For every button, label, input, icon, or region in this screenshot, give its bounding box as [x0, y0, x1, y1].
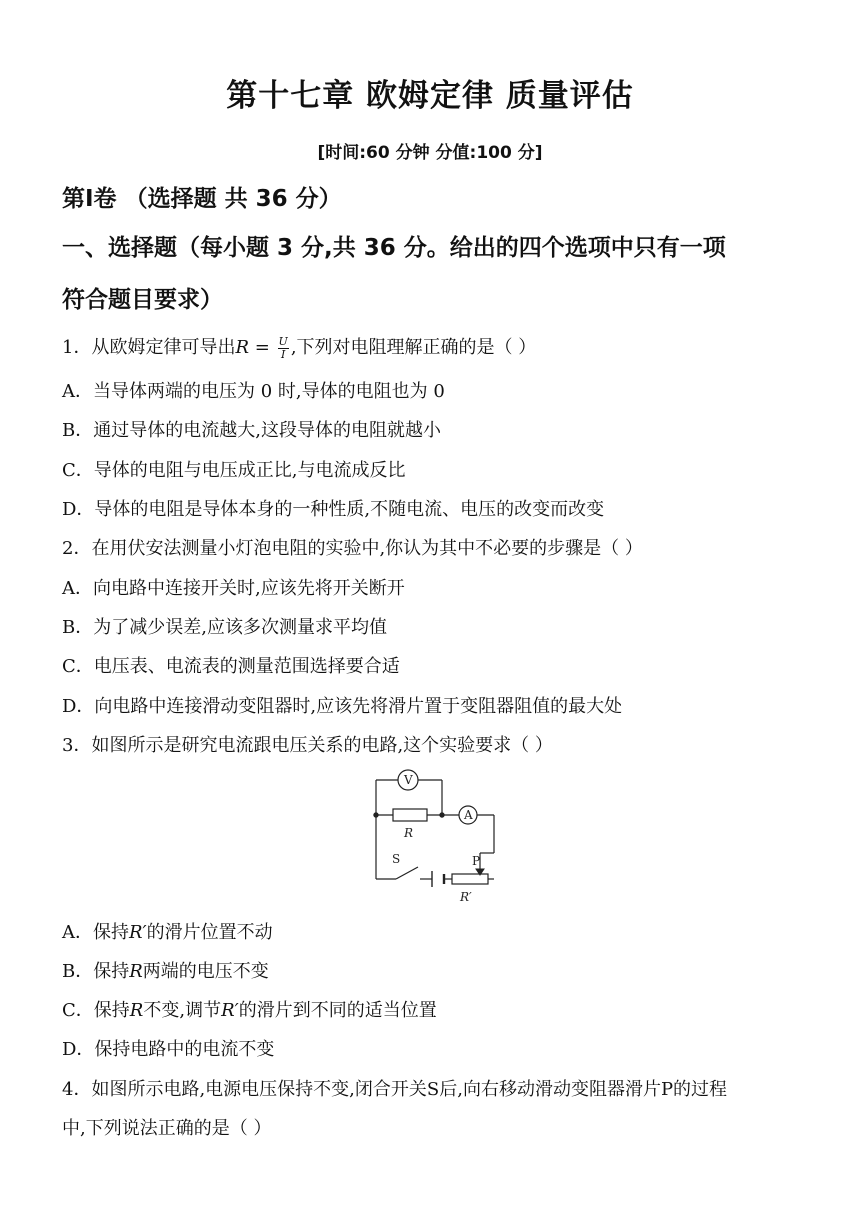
slider-label: P	[472, 854, 481, 868]
q1-formula-lhs: R	[235, 337, 250, 358]
q3-c-pre: C．保持	[62, 1000, 130, 1021]
q2-stem: 2．在用伏安法测量小灯泡电阻的实验中,你认为其中不必要的步骤是（ ）	[62, 538, 643, 559]
q3-option-b	[62, 957, 269, 983]
q4-stem-line2: 中,下列说法正确的是（ ）	[62, 1118, 272, 1139]
q1-formula-numerator: U	[278, 334, 288, 348]
q1-stem	[62, 333, 536, 361]
q2-option-d: D．向电路中连接滑动变阻器时,应该先将滑片置于变阻器阻值的最大处	[62, 696, 623, 717]
q1-formula-fraction	[278, 336, 289, 361]
q1-option-d: D．导体的电阻是导体本身的一种性质,不随电流、电压的改变而改变	[62, 499, 605, 520]
q3-a-pre: A．保持	[62, 922, 129, 943]
resistor-label: R	[404, 826, 414, 840]
page-title: 第十七章 欧姆定律 质量评估	[226, 78, 634, 114]
q1-formula-denominator: I	[281, 347, 286, 361]
q3-option-d: D．保持电路中的电流不变	[62, 1039, 275, 1060]
junction-right	[440, 813, 444, 817]
q2-option-c: C．电压表、电流表的测量范围选择要合适	[62, 656, 400, 677]
junction-left	[374, 813, 378, 817]
q4-stem-line1: 4．如图所示电路,电源电压保持不变,闭合开关S后,向右移动滑动变阻器滑片P的过程	[62, 1079, 728, 1100]
q3-a-var: R′	[129, 922, 147, 943]
voltmeter-label: V	[404, 773, 413, 787]
section-heading-line1: 一、选择题（每小题 3 分,共 36 分。给出的四个选项中只有一项	[62, 235, 726, 261]
q3-b-var: R	[129, 961, 143, 982]
q3-c-var2: R′	[221, 1000, 239, 1021]
q3-option-a	[62, 918, 273, 944]
part-heading: 第Ⅰ卷 （选择题 共 36 分）	[62, 186, 342, 212]
q1-option-c: C．导体的电阻与电压成正比,与电流成反比	[62, 460, 406, 481]
switch-blade	[396, 867, 418, 879]
q2-option-a: A．向电路中连接开关时,应该先将开关断开	[62, 578, 405, 599]
rheostat-label: R′	[460, 890, 472, 904]
q2-option-b: B．为了减少误差,应该多次测量求平均值	[62, 617, 387, 638]
switch-label: S	[392, 852, 401, 866]
q1-option-a: A．当导体两端的电压为 0 时,导体的电阻也为 0	[62, 381, 445, 402]
q3-c-var1: R	[129, 1000, 144, 1021]
q3-c-post: 的滑片到不同的适当位置	[238, 1000, 437, 1021]
q1-stem-before: 1．从欧姆定律可导出	[62, 337, 236, 358]
q3-b-post: 两端的电压不变	[142, 961, 269, 982]
q1-formula-eq: =	[249, 337, 276, 358]
q3-circuit-diagram	[360, 765, 510, 905]
resistor-r-symbol	[393, 809, 427, 821]
q3-b-pre: B．保持	[62, 961, 130, 982]
exam-time-score: [时间:60 分钟 分值:100 分]	[317, 143, 543, 163]
q3-stem: 3．如图所示是研究电流跟电压关系的电路,这个实验要求（ ）	[62, 735, 553, 756]
q3-option-c	[62, 996, 437, 1022]
q1-stem-after: ,下列对电阻理解正确的是（ ）	[290, 337, 537, 358]
q3-a-post: 的滑片位置不动	[146, 922, 273, 943]
q1-option-b: B．通过导体的电流越大,这段导体的电阻就越小	[62, 420, 441, 441]
section-heading-line2: 符合题目要求）	[62, 287, 223, 313]
ammeter-label: A	[464, 808, 473, 822]
rheostat-symbol	[452, 874, 488, 884]
q3-c-mid: 不变,调节	[143, 1000, 222, 1021]
